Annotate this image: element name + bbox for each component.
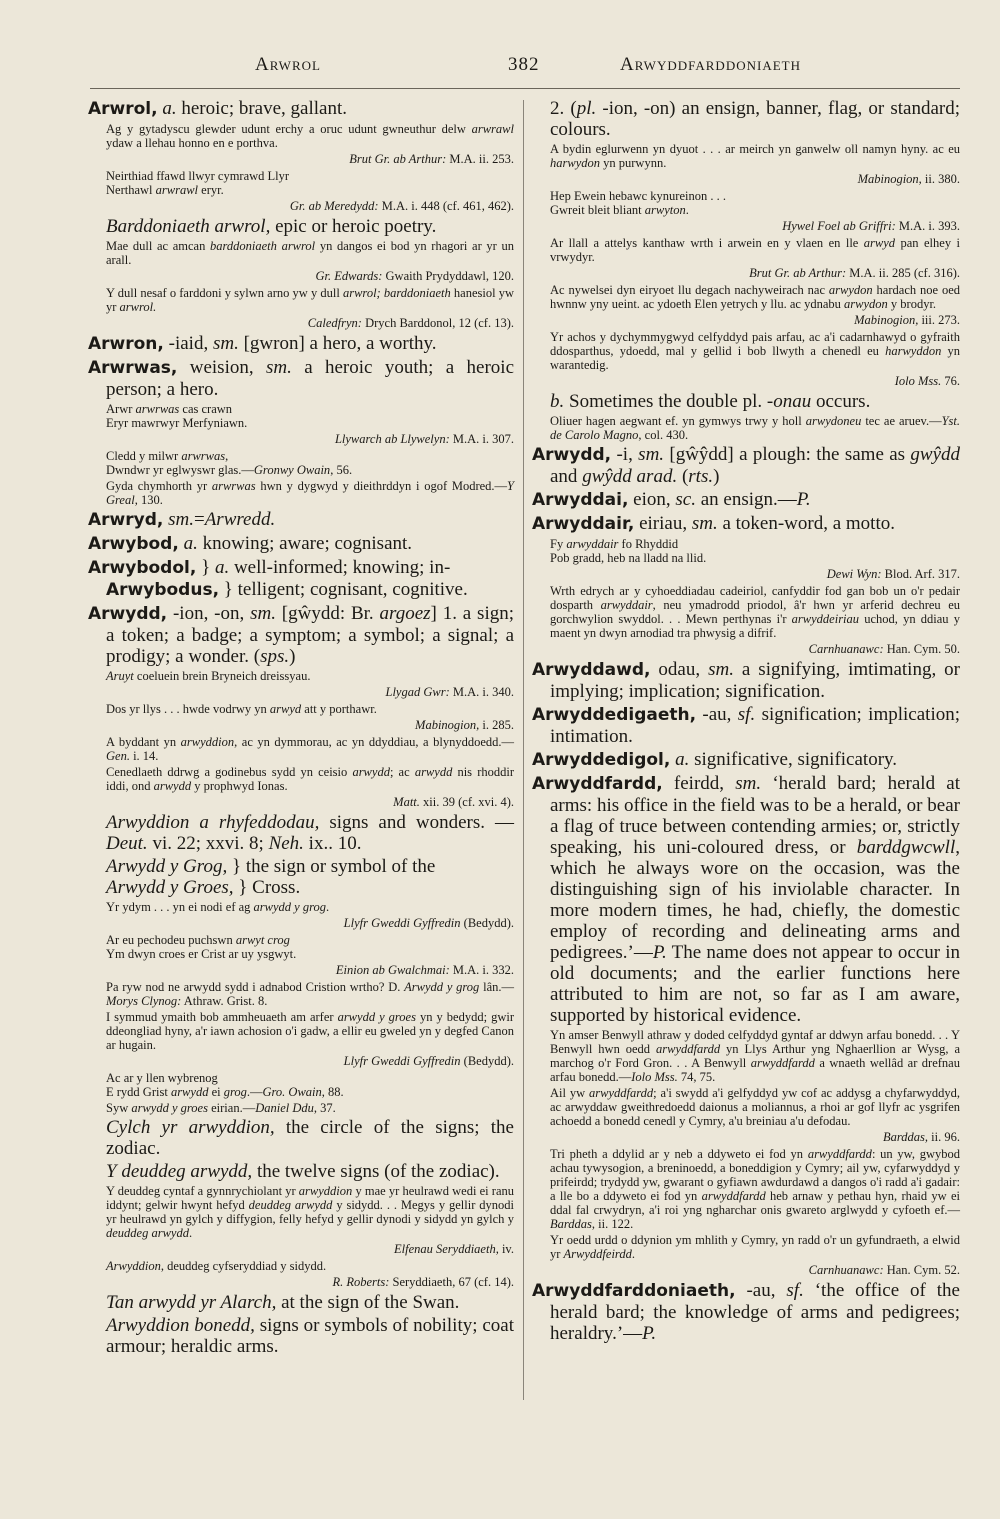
citation-source: Einion ab Gwalchmai: M.A. i. 332.: [335, 963, 514, 977]
sense-entry: Arwyddion a rhyfeddodau, signs and wonders. —Deut. vi. 22; xxvi. 8; Neh. ix.. 10.: [106, 812, 514, 854]
page-number: 382: [508, 54, 540, 75]
headword-entry: Arwyddedigaeth, -au, sf. signification; implication; intimation.: [532, 704, 960, 747]
citation-quote: Y deuddeg cyntaf a gynnrychiolant yr arwyddion y mae yr heulrawd wedi ei ranu iddynt; gelwir hwynt hefyd deuddeg arwydd y sidydd. . . Megys y gellir dynodi yr heulrawd yn gylch y diffygion, felly hefyd y gellir dynodi y sidydd yn gylch y deuddeg arwydd.: [106, 1184, 514, 1240]
header-left-catchword: Arwrol: [255, 54, 321, 75]
citation-quote: Yr ydym . . . yn ei nodi ef ag arwydd y grog.: [106, 900, 330, 914]
citation-quote: Hep Ewein hebawc kynureinon . . . Gwreit bleit bliant arwyton.: [550, 189, 726, 217]
citation-source: Hywel Foel ab Griffri: M.A. i. 393.: [782, 219, 960, 233]
headword-entry: Arwybodol, } a. well-informed; knowing; in- Arwybodus, } telligent; cognisant, cognitive.: [88, 557, 468, 600]
citation-quote: Ail yw arwyddfardd; a'i swydd a'i gelfyddyd yw cof ac addysg a chyfarwyddyd, ac arwyddaw gweithredoedd daionus a moliannus, a rhoi ar gof llyfr ac ysgrifen achoedd a bonedd cenedl y Cymry, a'u breiniau a'u defodau.: [550, 1086, 960, 1128]
citation-quote: Neirthiad ffawd llwyr cymrawd Llyr Nerthawl arwrawl eryr.: [106, 169, 290, 197]
headword-entry: Arwyddfardd, feirdd, sm. ‘herald bard; herald at arms: his office in the field was to be a herald, or bear a flag of truce between contending armies; or, strictly speaking, his uni-coloured dress, or barddgwcwll, which he always wore on the occasion, was the distinguishing sign of his inviolable character. In more modern times, he had, chiefly, the domestic employ of recording and delineating arms and pedigrees.’—P. The name does not appear to occur in old documents; and the earlier functions here attributed to him are not, so far as I am aware, supported by historical evidence.: [532, 773, 960, 1026]
right-column: [532, 98, 960, 1346]
citation-quote: Dos yr llys . . . hwde vodrwy yn arwyd att y porthawr.: [106, 702, 377, 716]
citation-source: Llyfr Gweddi Gyffredin (Bedydd).: [343, 1054, 514, 1068]
citation-source: Brut Gr. ab Arthur: M.A. ii. 253.: [349, 152, 514, 166]
citation-quote: Cenedlaeth ddrwg a godinebus sydd yn ceisio arwydd; ac arwydd nis rhoddir iddi, ond arwydd y prophwyd Ionas.: [106, 765, 514, 793]
citation-quote: Yn amser Benwyll athraw y doded celfyddyd gyntaf ar ddwyn arfau bonedd. . . Y Benwyll hwn oedd arwyddfardd yn Llys Arthur yng Nghaerllion ar Wysg, a marchog o'r Ford Gron. . . A Benwyll arwyddfardd a wnaeth wellâd ar drefnau arfau bonedd.—Iolo Mss. 74, 75.: [550, 1028, 960, 1084]
citation-quote: A byddant yn arwyddion, ac yn dymmorau, ac yn ddyddiau, a blynyddoedd.—Gen. i. 14.: [106, 735, 514, 763]
left-column: [88, 98, 514, 1359]
citation-quote: Fy arwyddair fo Rhyddid Pob gradd, heb na lladd na llid.: [550, 537, 707, 565]
citation-source: Gr. ab Meredydd: M.A. i. 448 (cf. 461, 462).: [289, 199, 514, 213]
citation-source: Llywarch ab Llywelyn: M.A. i. 307.: [334, 432, 514, 446]
citation-source: Mabinogion, iii. 273.: [854, 313, 960, 327]
sense-entry: Arwyddion bonedd, signs or symbols of nobility; coat armour; heraldic arms.: [106, 1315, 514, 1357]
sense-entry: 2. (pl. -ion, -on) an ensign, banner, flag, or standard; colours.: [550, 98, 961, 140]
citation-quote: Yr oedd urdd o ddynion ym mhlith y Cymry, yn radd o'r un gyfundraeth, a elwid yr Arwyddfeirdd.: [550, 1233, 960, 1261]
running-head: [0, 54, 1000, 84]
sense-entry: Barddoniaeth arwrol, epic or heroic poetry.: [106, 216, 437, 237]
citation-source: Elfenau Seryddiaeth, iv.: [393, 1242, 514, 1256]
headword-entry: Arwydd, -i, sm. [gŵŷdd] a plough: the same as gwŷdd and gwŷdd arad. (rts.): [532, 444, 960, 487]
citation-source: Gr. Edwards: Gwaith Prydyddawl, 120.: [315, 269, 514, 283]
citation-source: Dewi Wyn: Blod. Arf. 317.: [826, 567, 960, 581]
citation-quote: Oliuer hagen aegwant ef. yn gymwys trwy y holl arwydoneu tec ae aruev.—Yst. de Carolo Magno, col. 430.: [550, 414, 960, 442]
citation-quote: Gyda chymhorth yr arwrwas hwn y dygwyd y dieithrddyn i ogof Modred.—Y Greal, 130.: [106, 479, 514, 507]
citation-quote: Ac ar y llen wybrenog E rydd Grist arwydd ei grog.—Gro. Owain, 88.: [106, 1071, 344, 1099]
headword-entry: Arwyddedigol, a. significative, significatory.: [532, 749, 898, 770]
headword-entry: Arwyddair, eiriau, sm. a token-word, a motto.: [532, 513, 895, 534]
citation-source: Caledfryn: Drych Barddonol, 12 (cf. 13).: [307, 316, 514, 330]
citation-quote: Syw arwydd y groes eirian.—Daniel Ddu, 37.: [106, 1101, 336, 1115]
citation-source: R. Roberts: Seryddiaeth, 67 (cf. 14).: [332, 1275, 514, 1289]
citation-quote: Wrth edrych ar y cyhoeddiadau cadeiriol, canfyddir fod gan bob un o'r pedair dosparth arwyddair, neu ymadrodd priodol, â'r hwn yr arferid dechreu eu gorchwylion swyddol. . . Mewn perthynas i'r arwyddeiriau uchod, yn ddiau y maent yn dwyn arnodiad tra phwysig a difrif.: [550, 584, 960, 640]
citation-quote: Ar eu pechodeu puchswn arwyt crog Ym dwyn croes er Crist ar uy ysgwyt.: [106, 933, 297, 961]
headword-entry: Arwrol, a. heroic; brave, gallant.: [88, 98, 347, 119]
header-right-catchword: Arwyddfarddoniaeth: [620, 54, 801, 75]
citation-quote: Pa ryw nod ne arwydd sydd i adnabod Cristion wrtho? D. Arwydd y grog lân.—Morys Clynog: Athraw. Grist. 8.: [106, 980, 514, 1008]
column-divider: [523, 100, 524, 1400]
headword-entry: Arwron, -iaid, sm. [gwron] a hero, a worthy.: [88, 333, 437, 354]
citation-source: Mabinogion, ii. 380.: [857, 172, 960, 186]
citation-quote: I symmud ymaith bob ammheuaeth am arfer arwydd y groes yn y bedydd; gwir ddeongliad hyny, a'r iawn achosion o'i gadw, a ellir eu gweled yn y degfed Canon ar hugain.: [106, 1010, 514, 1052]
citation-quote: Ac nywelsei dyn eiryoet llu degach nachyweirach nac arwydon hardach noe oed hwnnw yny ueint. ac ydoeth Elen yetrych y llu. ac ydnabu arwydon y brodyr.: [550, 283, 960, 311]
citation-quote: Aruyt coeluein brein Bryneich dreissyau.: [106, 669, 311, 683]
citation-source: Carnhuanawc: Han. Cym. 50.: [808, 642, 960, 656]
citation-source: Matt. xii. 39 (cf. xvi. 4).: [393, 795, 514, 809]
citation-quote: Ag y gytadyscu glewder udunt erchy a oruc udunt gwneuthur delw arwrawl ydaw a llehau honno en e porthva.: [106, 122, 514, 150]
citation-quote: Arwr arwrwas cas crawn Eryr mawrwyr Merfyniawn.: [106, 402, 248, 430]
headword-entry: Arwyddfarddoniaeth, -au, sf. ‘the office of the herald bard; the knowledge of arms and pedigrees; heraldry.’—P.: [532, 1280, 960, 1344]
headword-entry: Arwyddai, eion, sc. an ensign.—P.: [532, 489, 811, 510]
sense-entry: Tan arwydd yr Alarch, at the sign of the Swan.: [106, 1292, 460, 1313]
citation-quote: Ar llall a attelys kanthaw wrth i arwein en y vlaen en lle arwyd pan elhey i vrwydyr.: [550, 236, 960, 264]
header-rule: [90, 88, 960, 89]
citation-quote: A bydin eglurwenn yn dyuot . . . ar meirch yn ganwelw oll namyn hyny. ac eu harwydon yn purwynn.: [550, 142, 960, 170]
citation-source: Iolo Mss. 76.: [894, 374, 960, 388]
headword-entry: Arwryd, sm.=Arwredd.: [88, 509, 276, 530]
citation-quote: Cledd y milwr arwrwas, Dwndwr yr eglwyswr glas.—Gronwy Owain, 56.: [106, 449, 353, 477]
sense-entry: Cylch yr arwyddion, the circle of the signs; the zodiac.: [106, 1117, 514, 1159]
citation-source: Carnhuanawc: Han. Cym. 52.: [808, 1263, 960, 1277]
citation-quote: Tri pheth a ddylid ar y neb a ddyweto ei fod yn arwyddfardd: un yw, gwybod achau tywysogion, a breninoedd, a boneddigion y Cymry; ail yw, cyfarwyddyd y prifeirdd; trydydd yw, gwarant o gyfiawn awdurdawd a dangos o'i radd a'i gadair: a lle bo a ddyweto ei fod yn arwyddfardd heb arnaw y pethau hyn, rhaid yw ei ddal fal crwydryn, a'i roi yng ngharchar onis gwareto arglwydd y cyfoeth ef.—Barddas, ii. 122.: [550, 1147, 961, 1231]
citation-source: Llygad Gwr: M.A. i. 340.: [385, 685, 514, 699]
sense-entry: Arwydd y Grog, } the sign or symbol of the Arwydd y Groes, } Cross.: [106, 856, 436, 898]
headword-entry: Arwydd, -ion, -on, sm. [gŵydd: Br. argoez] 1. a sign; a token; a badge; a symptom; a symbol; a signal; a prodigy; a wonder. (sps.): [88, 603, 515, 667]
citation-source: Barddas, ii. 96.: [883, 1130, 960, 1144]
citation-quote: Y dull nesaf o farddoni y sylwn arno yw y dull arwrol; barddoniaeth hanesiol yw yr arwrol.: [106, 286, 515, 314]
citation-source: Llyfr Gweddi Gyffredin (Bedydd).: [343, 916, 514, 930]
sense-entry: b. Sometimes the double pl. -onau occurs.: [550, 391, 871, 412]
citation-quote: Yr achos y dychymmygwyd celfyddyd pais arfau, ac a'i cadarnhawyd o gyfraith ddosparthus, ydoedd, mal y gellid i bob llwyth a chenedl eu harwyddon yn warantedig.: [550, 330, 961, 372]
citation-quote: Arwyddion, deuddeg cyfseryddiad y sidydd.: [106, 1259, 327, 1273]
citation-source: Mabinogion, i. 285.: [415, 718, 514, 732]
citation-source: Brut Gr. ab Arthur: M.A. ii. 285 (cf. 316).: [749, 266, 960, 280]
headword-entry: Arwybod, a. knowing; aware; cognisant.: [88, 533, 413, 554]
citation-quote: Mae dull ac amcan barddoniaeth arwrol yn dangos ei bod yn rhagori ar yr un arall.: [106, 239, 514, 267]
headword-entry: Arwyddawd, odau, sm. a signifying, imtimating, or implying; implication; signification.: [532, 659, 960, 702]
headword-entry: Arwrwas, weision, sm. a heroic youth; a heroic person; a hero.: [88, 357, 514, 400]
sense-entry: Y deuddeg arwydd, the twelve signs (of the zodiac).: [106, 1161, 500, 1182]
